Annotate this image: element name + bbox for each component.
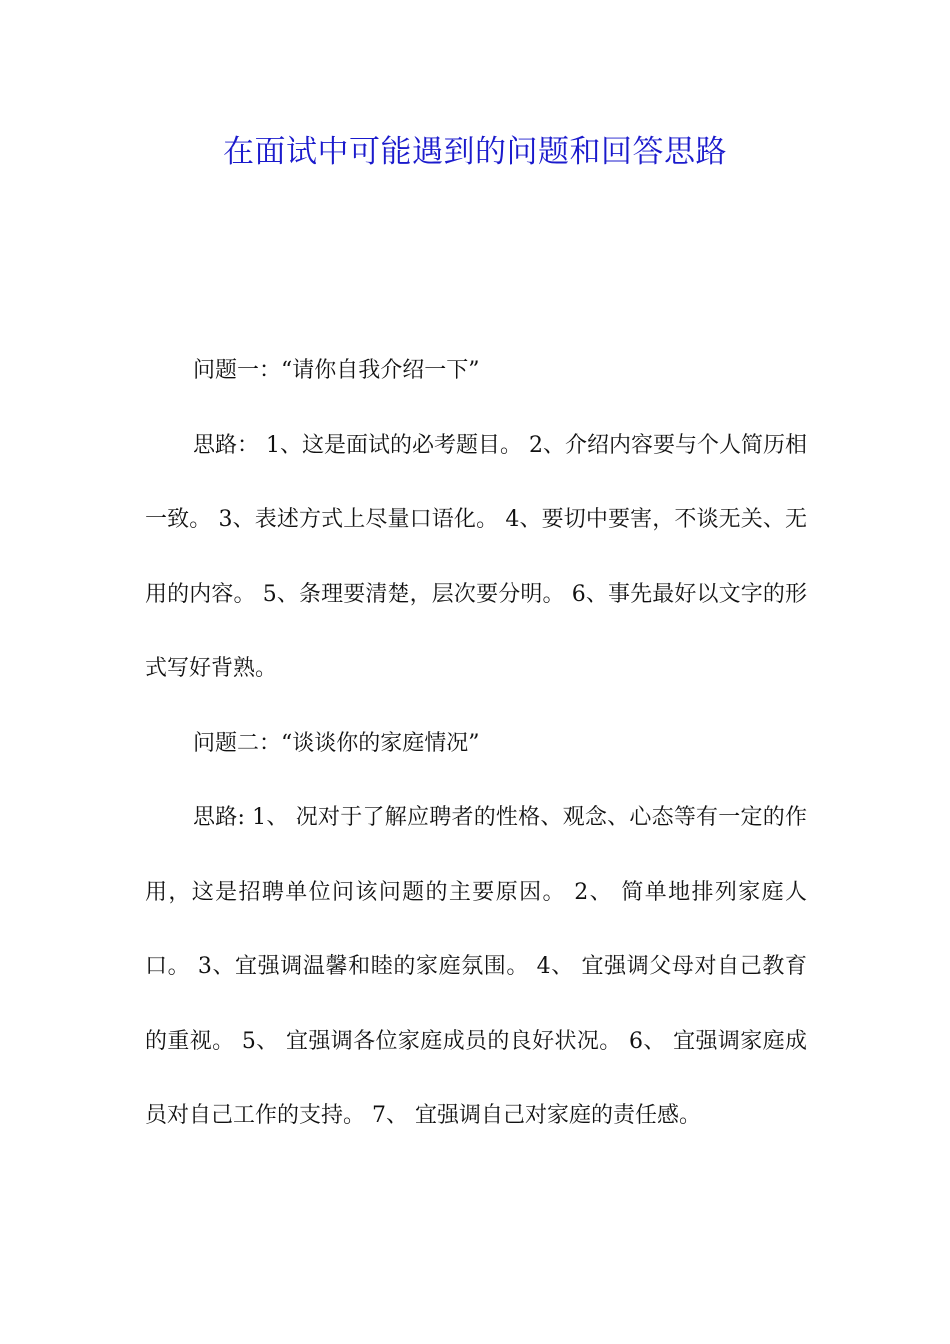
document-title: 在面试中可能遇到的问题和回答思路 (223, 134, 727, 170)
question-one-answer: 思路： 1、这是面试的必考题目。 2、介绍内容要与个人简历相一致。 3、表述方式上尽量口语化。 4、要切中要害，不谈无关、无用的内容。 5、条理要清楚，层次要分明。 6、事先最好以文字的形式写好背熟。 (145, 432, 807, 681)
document-body (145, 334, 807, 1154)
question-one-heading: 问题一：“请你自我介绍一下” (193, 358, 480, 383)
question-two-heading: 问题二：“谈谈你的家庭情况” (193, 730, 480, 756)
question-two-answer: 思路: 1、 况对于了解应聘者的性格、观念、心态等有一定的作用，这是招聘单位问该问题的主要原因。 2、 简单地排列家庭人口。 3、宜强调温馨和睦的家庭氛围。 4、 宜强调父母对自己教育的重视。 5、 宜强调各位家庭成员的良好状况。 6、 宜强调家庭成员对自己工作的支持。 7、 宜强调自己对家庭的责任感。 (145, 805, 807, 1128)
